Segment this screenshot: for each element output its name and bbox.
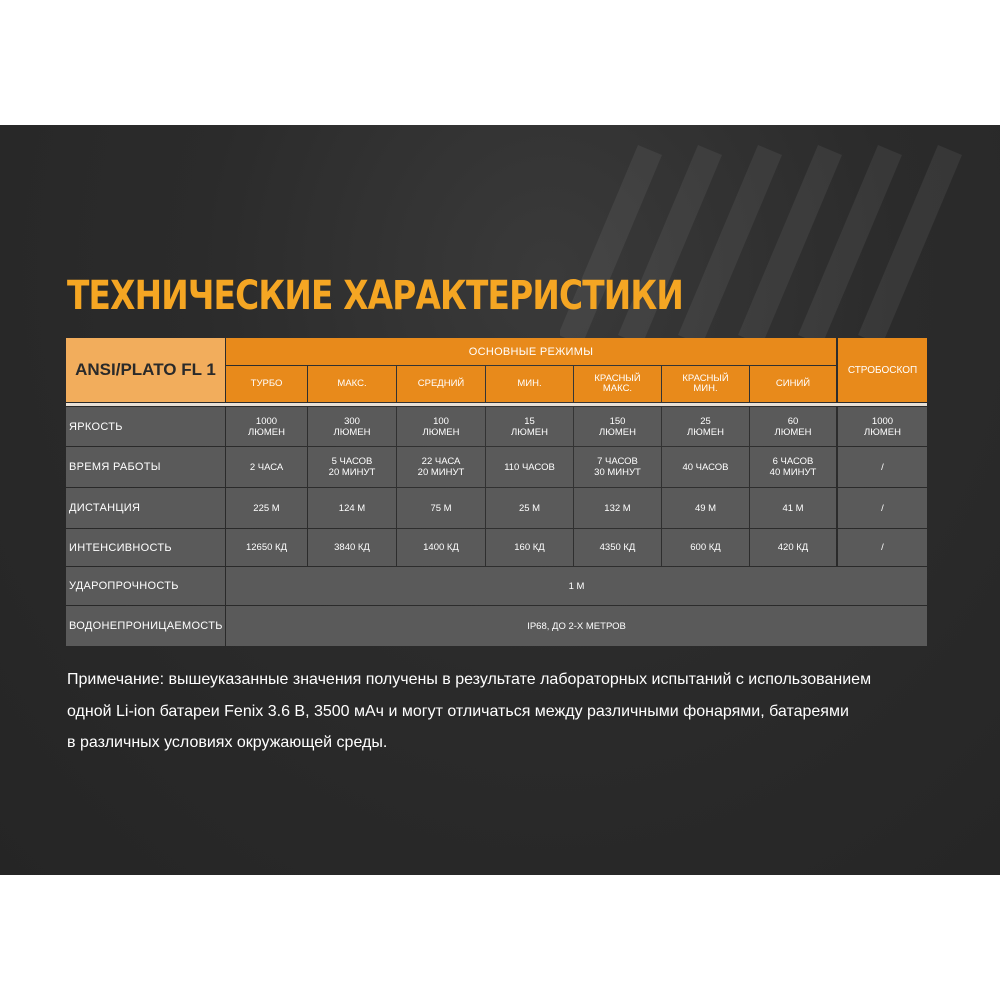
footnote-line: одной Li-ion батареи Fenix 3.6 В, 3500 мАч и могут отличаться между различными фонарями, батареями xyxy=(67,702,849,720)
spec-banner xyxy=(0,125,1000,875)
table-cell: 160 КД xyxy=(486,529,573,566)
table-cell: 1000 ЛЮМЕН xyxy=(226,407,307,446)
table-cell: 75 М xyxy=(397,488,485,528)
mode-header-red-max: КРАСНЫЙ МАКС. xyxy=(574,366,661,402)
strobe-header: СТРОБОСКОП xyxy=(838,338,927,402)
mode-header-red-min: КРАСНЫЙ МИН. xyxy=(662,366,749,402)
table-cell: 49 М xyxy=(662,488,749,528)
table-cell: 40 ЧАСОВ xyxy=(662,447,749,487)
mode-header-medium: СРЕДНИЙ xyxy=(397,366,485,402)
table-cell: 7 ЧАСОВ 30 МИНУТ xyxy=(574,447,661,487)
standard-header: ANSI/PLATO FL 1 xyxy=(66,338,225,402)
mode-header-turbo: ТУРБО xyxy=(226,366,307,402)
table-cell: 100 ЛЮМЕН xyxy=(397,407,485,446)
table-cell: / xyxy=(838,529,927,566)
row-label-runtime: ВРЕМЯ РАБОТЫ xyxy=(66,447,225,487)
header-divider xyxy=(66,403,927,406)
table-cell: 1400 КД xyxy=(397,529,485,566)
row-label-impact: УДАРОПРОЧНОСТЬ xyxy=(66,567,225,605)
table-cell: 15 ЛЮМЕН xyxy=(486,407,573,446)
table-cell: 1000 ЛЮМЕН xyxy=(838,407,927,446)
table-cell: 25 М xyxy=(486,488,573,528)
table-cell: 150 ЛЮМЕН xyxy=(574,407,661,446)
mode-header-max: МАКС. xyxy=(308,366,396,402)
table-cell: 25 ЛЮМЕН xyxy=(662,407,749,446)
table-cell: 132 М xyxy=(574,488,661,528)
footnote-line: Примечание: вышеуказанные значения получены в результате лабораторных испытаний с использованием xyxy=(67,671,872,688)
table-cell: 60 ЛЮМЕН xyxy=(750,407,836,446)
mode-header-blue: СИНИЙ xyxy=(750,366,836,402)
page-title: ТЕХНИЧЕСКИЕ ХАРАКТЕРИСТИКИ xyxy=(67,273,684,319)
table-cell: 225 М xyxy=(226,488,307,528)
table-cell: 22 ЧАСА 20 МИНУТ xyxy=(397,447,485,487)
table-cell: / xyxy=(838,488,927,528)
table-cell: 124 М xyxy=(308,488,396,528)
table-cell: 110 ЧАСОВ xyxy=(486,447,573,487)
table-cell: 420 КД xyxy=(750,529,836,566)
table-cell: 41 М xyxy=(750,488,836,528)
row-label-brightness: ЯРКОСТЬ xyxy=(66,407,225,446)
table-cell-span: 1 М xyxy=(226,567,927,605)
table-cell: / xyxy=(838,447,927,487)
footnote xyxy=(67,664,967,759)
mode-header-min: МИН. xyxy=(486,366,573,402)
table-cell: 4350 КД xyxy=(574,529,661,566)
table-cell: 6 ЧАСОВ 40 МИНУТ xyxy=(750,447,836,487)
table-cell: 300 ЛЮМЕН xyxy=(308,407,396,446)
row-label-intensity: ИНТЕНСИВНОСТЬ xyxy=(66,529,225,566)
row-label-waterproof: ВОДОНЕПРОНИЦАЕМОСТЬ xyxy=(66,606,225,646)
table-cell: 12650 КД xyxy=(226,529,307,566)
row-label-distance: ДИСТАНЦИЯ xyxy=(66,488,225,528)
table-cell-span: IP68, ДО 2-Х МЕТРОВ xyxy=(226,606,927,646)
footnote-line: в различных условиях окружающей среды. xyxy=(67,734,388,751)
table-cell: 600 КД xyxy=(662,529,749,566)
table-cell: 5 ЧАСОВ 20 МИНУТ xyxy=(308,447,396,487)
table-cell: 3840 КД xyxy=(308,529,396,566)
table-cell: 2 ЧАСА xyxy=(226,447,307,487)
main-modes-header: ОСНОВНЫЕ РЕЖИМЫ xyxy=(226,338,836,365)
